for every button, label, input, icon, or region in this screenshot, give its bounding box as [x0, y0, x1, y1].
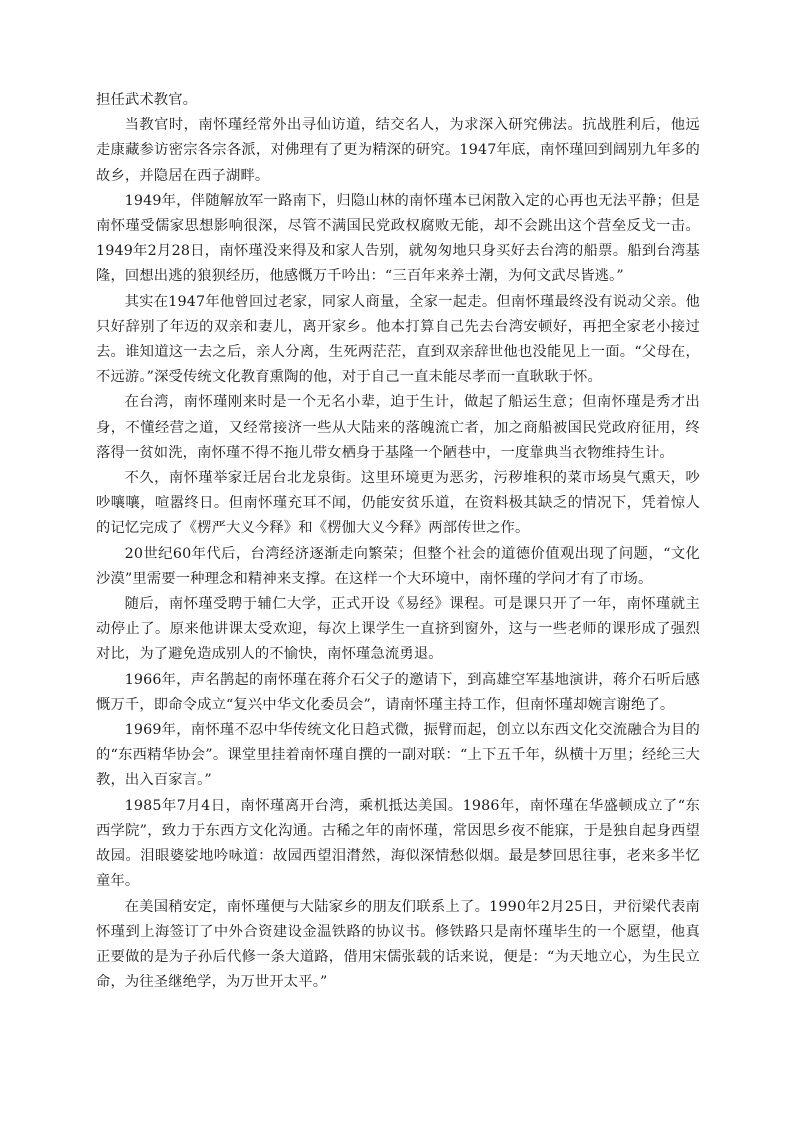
paragraph-railway-agreement: 在美国稍安定，南怀瑾便与大陆家乡的朋友们联系上了。1990年2月25日，尹衍梁代表南怀瑾到上海签订了中外合资建设金温铁路的协议书。修铁路只是南怀瑾毕生的一个愿望，他真正要做的是为子孙后代修一条大道路，借用宋儒张载的话来说，便是：“为天地立心，为生民立命，为往圣继绝学，为万世开太平。” — [96, 898, 700, 991]
paragraph-continuation: 担任武术教官。 — [96, 92, 198, 108]
paragraph-teaching-and-buddhism: 当教官时，南怀瑾经常外出寻仙访道，结交名人，为求深入研究佛法。抗战胜利后，他远走康藏参访密宗各宗各派，对佛理有了更为精深的研究。1947年底，南怀瑾回到阔别九年多的故乡，并隐居在西子湖畔。 — [96, 117, 700, 184]
paragraph-1960s-taiwan: 20世纪60年代后，台湾经济逐渐走向繁荣；但整个社会的道德价值观出现了问题，“文化沙漠”里需要一种理念和精神来支撑。在这样一个大环境中，南怀瑾的学问才有了市场。 — [96, 545, 700, 587]
paragraph-family-separation: 其实在1947年他曾回过老家，同家人商量，全家一起走。但南怀瑾最终没有说动父亲。他只好辞别了年迈的双亲和妻儿，离开家乡。他本打算自己先去台湾安顿好，再把全家老小接过去。谁知道这一去之后，亲人分离，生死两茫茫，直到双亲辞世他也没能见上一面。“父母在，不远游。”深受传统文化教育熏陶的他，对于自己一直未能尽孝而一直耿耿于怀。 — [96, 293, 700, 386]
paragraph-1949-departure: 1949年，伴随解放军一路南下，归隐山林的南怀瑾本已闲散入定的心再也无法平静；但是南怀瑾受儒家思想影响很深，尽管不满国民党政权腐败无能，却不会跳出这个营垒反戈一击。1949年2月28日，南怀瑾没来得及和家人告别，就匆匆地只身买好去台湾的船票。船到台湾基隆，回想出逃的狼狈经历，他感慨万千吟出：“三百年来养士潮，为何文武尽皆逃。” — [96, 192, 700, 285]
paragraph-1966-invitation: 1966年，声名鹊起的南怀瑾在蒋介石父子的邀请下，到高雄空军基地演讲，蒋介石听后感慨万千，即命令成立“复兴中华文化委员会”，请南怀瑾主持工作，但南怀瑾却婉言谢绝了。 — [96, 671, 700, 713]
paragraph-longquan-street: 不久，南怀瑾举家迁居台北龙泉街。这里环境更为恶劣，污秽堆积的菜市场臭气熏天，吵吵嚷嚷，喧嚣终日。但南怀瑾充耳不闻，仍能安贫乐道，在资料极其缺乏的情况下，凭着惊人的记忆完成了《楞严大义今释》和《楞伽大义今释》两部传世之作。 — [96, 470, 700, 537]
paragraph-taiwan-hardship: 在台湾，南怀瑾刚来时是一个无名小辈，迫于生计，做起了船运生意；但南怀瑾是秀才出身，不懂经营之道，又经常接济一些从大陆来的落魄流亡者，加之商船被国民党政府征用，终落得一贫如洗，南怀瑾不得不拖儿带女栖身于基隆一个陋巷中，一度靠典当衣物维持生计。 — [96, 394, 700, 461]
article-body — [96, 88, 700, 995]
paragraph-1969-association: 1969年，南怀瑾不忍中华传统文化日趋式微，振臂而起，创立以东西文化交流融合为目的的“东西精华协会”。课堂里挂着南怀瑾自撰的一副对联：“上下五千年，纵横十万里；经纶三大教，出入百家言。” — [96, 722, 700, 789]
paragraph-1985-america: 1985年7月4日，南怀瑾离开台湾，乘机抵达美国。1986年，南怀瑾在华盛顿成立了“东西学院”，致力于东西方文化沟通。古稀之年的南怀瑾，常因思乡夜不能寐，于是独自起身西望故园。泪眼婆娑地吟咏道：故园西望泪潸然，海似深情愁似烟。最是梦回思往事，老来多半忆童年。 — [96, 797, 700, 890]
paragraph-fu-jen-university: 随后，南怀瑾受聘于辅仁大学，正式开设《易经》课程。可是课只开了一年，南怀瑾就主动停止了。原来他讲课太受欢迎，每次上课学生一直挤到窗外，这与一些老师的课形成了强烈对比，为了避免造成别人的不愉快，南怀瑾急流勇退。 — [96, 596, 700, 663]
